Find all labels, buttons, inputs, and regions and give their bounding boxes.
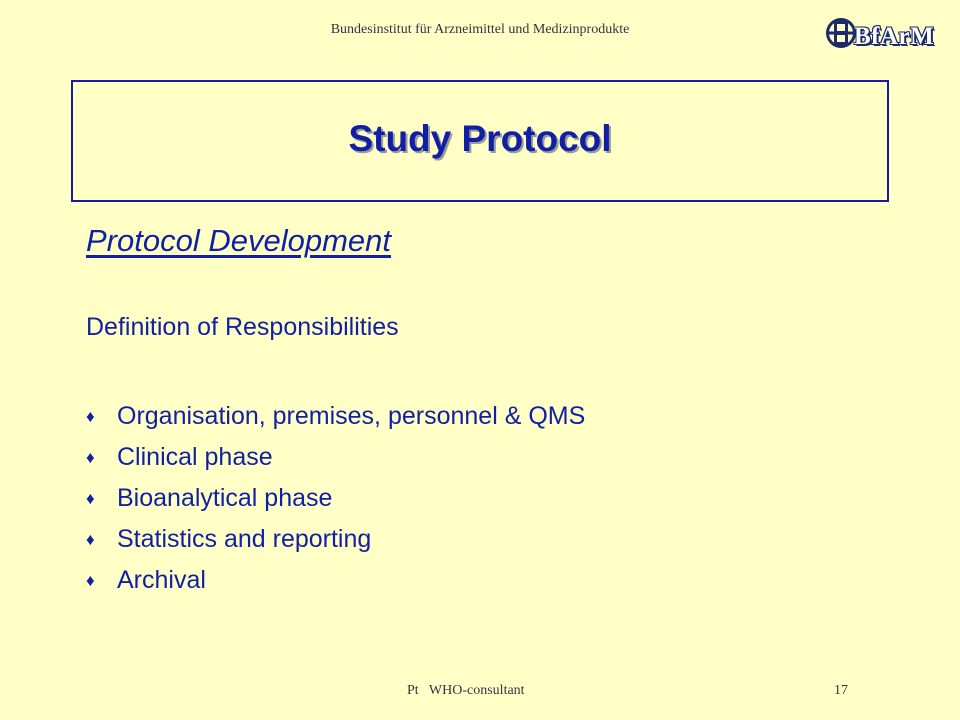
page-number: 17: [834, 683, 848, 698]
footer-presenter: Pt WHO-consultant: [407, 683, 525, 698]
diamond-icon: ♦: [86, 529, 95, 549]
diamond-icon: ♦: [86, 406, 95, 426]
bullet-text: Statistics and reporting: [117, 525, 372, 553]
logo-text: BfArM: [854, 23, 935, 50]
definition-text: Definition of Responsibilities: [86, 313, 399, 341]
bfarm-logo-icon: [824, 16, 858, 50]
slide-title: Study Protocol: [348, 118, 612, 159]
institute-name: Bundesinstitut für Arzneimittel und Medizinprodukte: [330, 22, 630, 37]
bfarm-logo: [822, 12, 950, 52]
diamond-icon: ♦: [86, 570, 95, 590]
bullet-text: Clinical phase: [117, 443, 273, 471]
diamond-icon: ♦: [86, 447, 95, 467]
section-heading: Protocol Development: [86, 223, 391, 258]
diamond-icon: ♦: [86, 488, 95, 508]
bullet-text: Archival: [117, 566, 206, 594]
bullet-item: [86, 437, 585, 478]
bullet-item: [86, 519, 585, 560]
bullet-text: Organisation, premises, personnel & QMS: [117, 402, 586, 430]
bullet-text: Bioanalytical phase: [117, 484, 333, 512]
bullet-item: [86, 478, 585, 519]
bullet-list: [86, 396, 585, 601]
bullet-item: [86, 560, 585, 601]
title-box: [71, 80, 889, 202]
bullet-item: [86, 396, 585, 437]
